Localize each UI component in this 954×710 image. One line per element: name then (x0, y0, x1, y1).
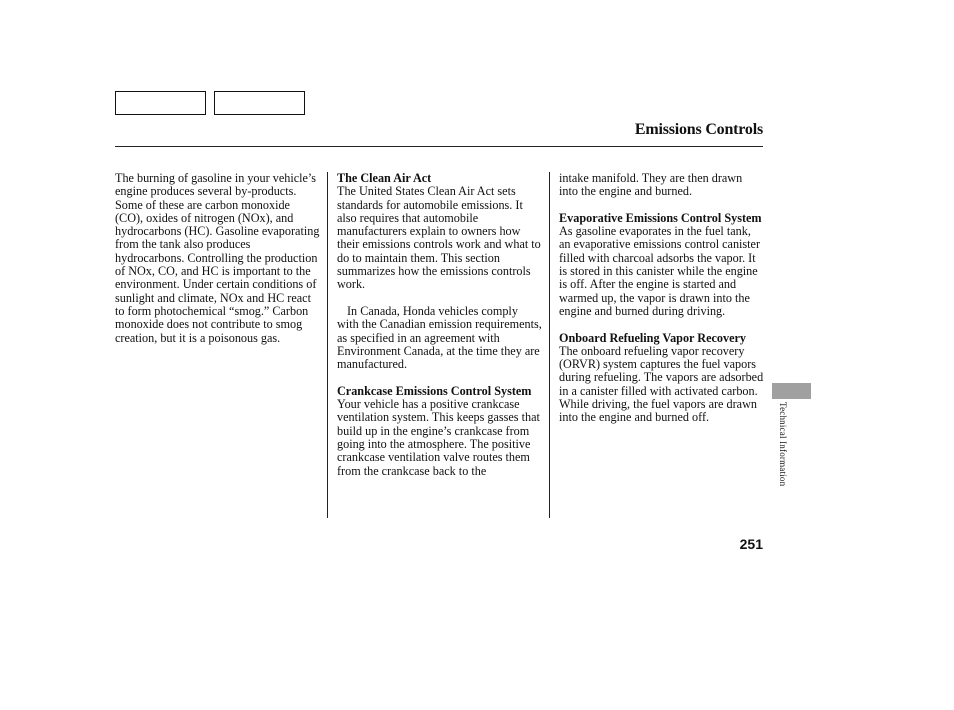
nav-button-next[interactable] (214, 91, 305, 115)
page-title: Emissions Controls (634, 121, 763, 138)
column-3 (559, 172, 764, 425)
section-tab-label: Technical Information (778, 402, 788, 487)
clean-air-act-heading: The Clean Air Act (337, 171, 432, 185)
orvr-heading: Onboard Refueling Vapor Recovery (559, 330, 746, 345)
section-tab-marker[interactable] (772, 383, 811, 399)
column-divider-2 (549, 172, 550, 518)
crankcase-paragraph-continued: intake manifold. They are then drawn into the engine and burned. (559, 171, 743, 199)
orvr-paragraph: The onboard refueling vapor recovery (ORVR) system captures the fuel vapors during refueling. The vapors are adsorbed in a canister filled with activated carbon. While driving, the fuel vapors are drawn into the engine and burned off. (559, 343, 764, 425)
intro-paragraph: The burning of gasoline in your vehicle’s engine produces several by-products. Some of these are carbon monoxide (CO), oxides of nitrogen (NOx), and hydrocarbons (HC). Gasoline evaporating from the tank also produces hydrocarbons. Controlling the production of NOx, CO, and HC is important to the environment. Under certain conditions of sunlight and climate, NOx and HC react to form photochemical “smog.” Carbon monoxide does not contribute to smog creation, but it is a poisonous gas. (115, 171, 320, 345)
clean-air-act-paragraph-2: In Canada, Honda vehicles comply with the Canadian emission requirements, as specified in an agreement with Environment Canada, at the time they are manufactured. (337, 303, 542, 372)
column-divider-1 (327, 172, 328, 518)
crankcase-heading: Crankcase Emissions Control System (337, 383, 532, 398)
column-2 (337, 172, 542, 478)
evaporative-heading: Evaporative Emissions Control System (559, 210, 762, 225)
nav-button-previous[interactable] (115, 91, 206, 115)
clean-air-act-paragraph-1: The United States Clean Air Act sets standards for automobile emissions. It also requires that automobile manufacturers explain to owners how their emissions controls work and what to do to maintain them. This section summarizes how the emissions controls work. (337, 184, 541, 292)
evaporative-paragraph: As gasoline evaporates in the fuel tank, an evaporative emissions control canister filled with charcoal adsorbs the vapor. It is stored in this canister while the engine is off. After the engine is started and warmed up, the vapor is drawn into the engine and burned during driving. (559, 224, 761, 318)
column-1 (115, 172, 320, 345)
crankcase-paragraph: Your vehicle has a positive crankcase ventilation system. This keeps gasses that build up in the engine’s crankcase from going into the atmosphere. The positive crankcase ventilation valve routes them from the crankcase back to the (337, 397, 540, 478)
page-number: 251 (739, 536, 763, 552)
title-rule (115, 146, 763, 147)
